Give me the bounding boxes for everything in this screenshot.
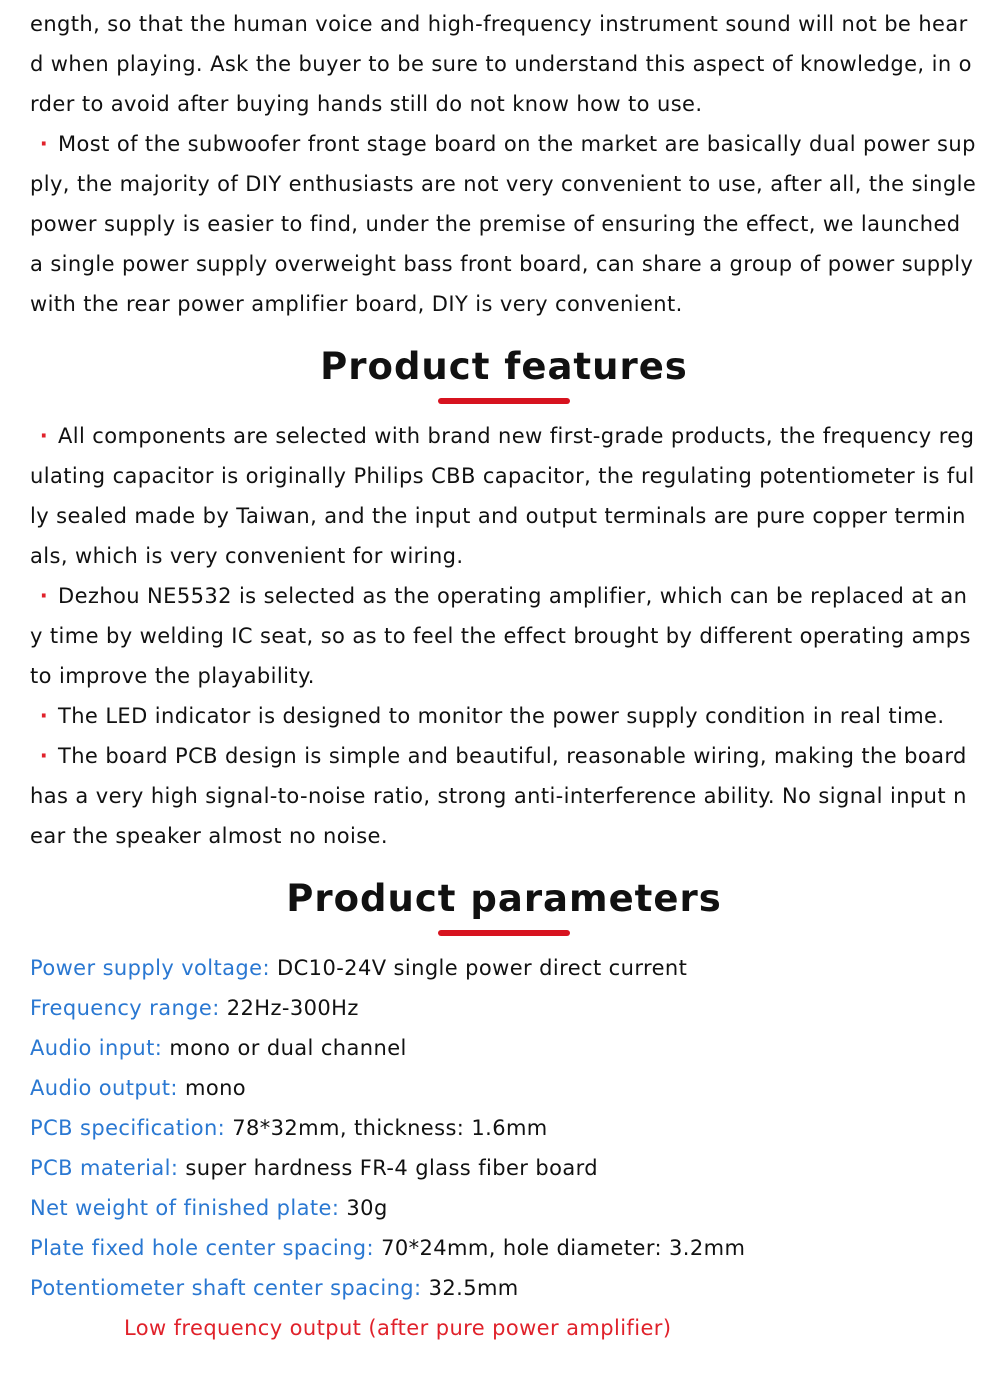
product-description	[30, 4, 978, 1348]
feature-item	[30, 416, 978, 576]
parameter-value: 32.5mm	[421, 1276, 519, 1300]
parameter-label: Frequency range:	[30, 996, 220, 1020]
parameter-label: Power supply voltage:	[30, 956, 270, 980]
parameter-row	[30, 948, 978, 988]
parameter-value: super hardness FR-4 glass fiber board	[178, 1156, 599, 1180]
parameter-row	[30, 1108, 978, 1148]
parameter-row	[30, 1188, 978, 1228]
parameter-label: PCB specification:	[30, 1116, 226, 1140]
feature-item-text: Dezhou NE5532 is selected as the operating amplifier, which can be replaced at any time by welding IC seat, so as to feel the effect brought by different operating amps to improve the playability.	[30, 584, 971, 688]
features-heading: Product features	[320, 345, 688, 388]
low-frequency-output-caption: Low frequency output (after pure power amplifier)	[124, 1316, 672, 1340]
parameter-label: Potentiometer shaft center spacing:	[30, 1276, 422, 1300]
bullet-dot-icon: ·	[39, 132, 49, 156]
parameter-value: 30g	[339, 1196, 388, 1220]
bullet-dot-icon: ·	[39, 424, 49, 448]
bullet-dot-icon: ·	[39, 584, 49, 608]
parameter-row	[30, 1148, 978, 1188]
bullet-dot-icon: ·	[39, 744, 49, 768]
parameters-heading: Product parameters	[286, 877, 722, 920]
intro-paragraph-continued: ength, so that the human voice and high-frequency instrument sound will not be heard when playing. Ask the buyer to be sure to understand this aspect of knowledge, in order to avoid after buying hands still do not know how to use.	[30, 12, 972, 116]
intro-paragraph-text: Most of the subwoofer front stage board on the market are basically dual power supply, the majority of DIY enthusiasts are not very convenient to use, after all, the single power supply is easier to find, under the premise of ensuring the effect, we launched a single power supply overweight bass front board, can share a group of power supply with the rear power amplifier board, DIY is very convenient.	[30, 132, 977, 316]
feature-item	[30, 696, 978, 736]
parameters-list	[30, 948, 978, 1308]
intro-paragraph-power-supply	[30, 124, 978, 324]
parameter-row	[30, 1268, 978, 1308]
feature-item-text: The LED indicator is designed to monitor the power supply condition in real time.	[58, 704, 945, 728]
parameter-label: Plate fixed hole center spacing:	[30, 1236, 374, 1260]
bullet-dot-icon: ·	[39, 704, 49, 728]
parameter-label: PCB material:	[30, 1156, 179, 1180]
parameter-value: mono or dual channel	[162, 1036, 407, 1060]
parameter-row	[30, 1028, 978, 1068]
parameter-value: 78*32mm, thickness: 1.6mm	[225, 1116, 548, 1140]
parameter-value: 22Hz-300Hz	[219, 996, 359, 1020]
parameter-value: mono	[177, 1076, 247, 1100]
parameter-label: Net weight of finished plate:	[30, 1196, 340, 1220]
feature-item-text: The board PCB design is simple and beautiful, reasonable wiring, making the board has a very high signal-to-noise ratio, strong anti-interference ability. No signal input near the speaker almost no noise.	[30, 744, 967, 848]
parameter-row	[30, 1228, 978, 1268]
parameter-label: Audio output:	[30, 1076, 178, 1100]
parameter-value: DC10-24V single power direct current	[269, 956, 688, 980]
feature-item-text: All components are selected with brand new first-grade products, the frequency regulating capacitor is originally Philips CBB capacitor, the regulating potentiometer is fully sealed made by Taiwan, and the input and output terminals are pure copper terminals, which is very convenient for wiring.	[30, 424, 975, 568]
feature-item	[30, 576, 978, 696]
parameter-label: Audio input:	[30, 1036, 163, 1060]
parameter-value: 70*24mm, hole diameter: 3.2mm	[374, 1236, 746, 1260]
feature-item	[30, 736, 978, 856]
parameter-row	[30, 988, 978, 1028]
parameter-row	[30, 1068, 978, 1108]
